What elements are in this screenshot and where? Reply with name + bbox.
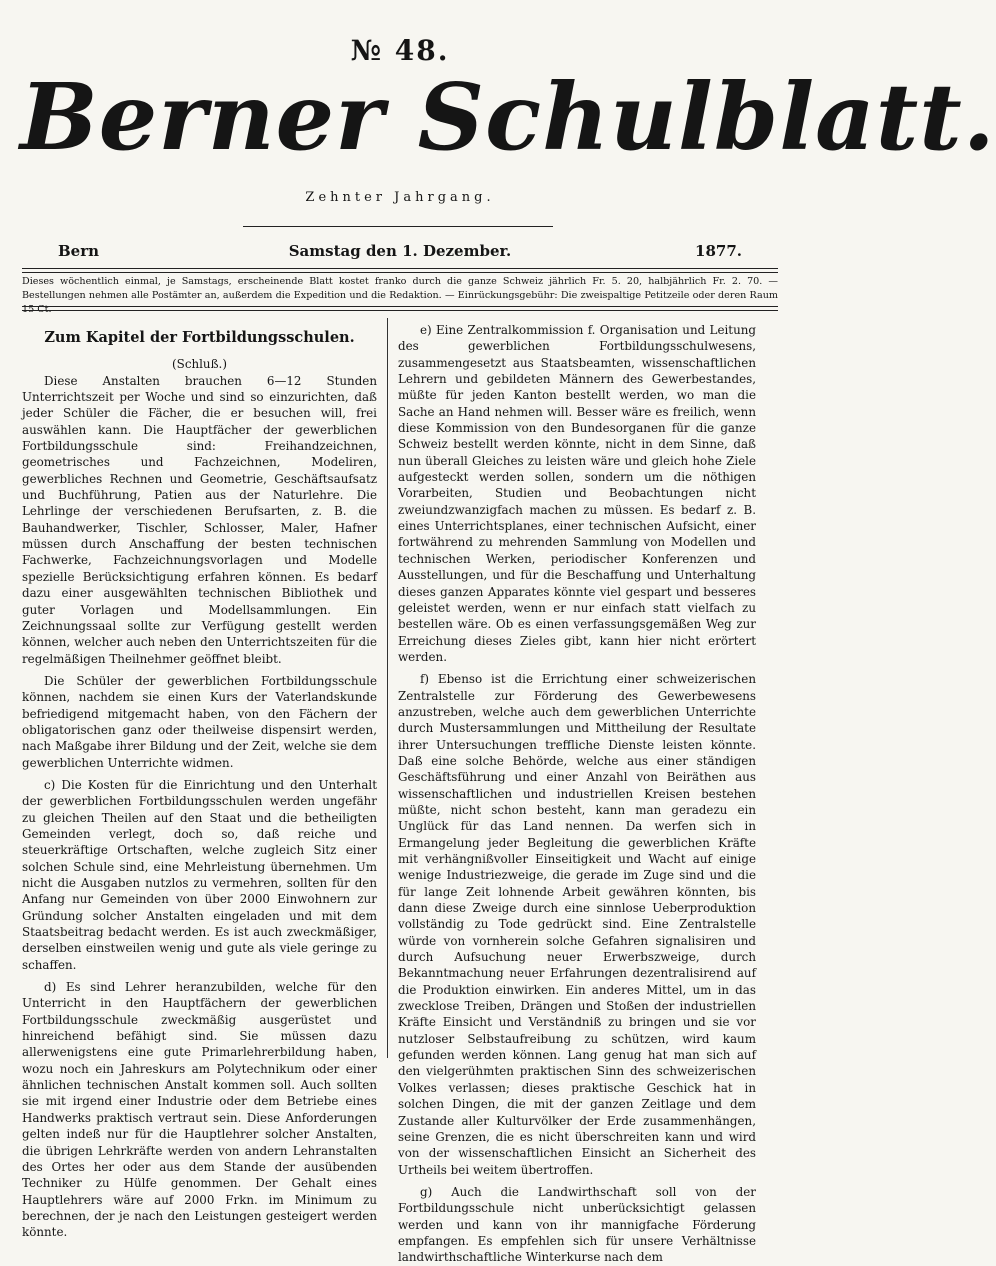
place: Bern <box>58 242 100 260</box>
column-divider <box>387 318 388 1058</box>
issue-number: № 48. <box>350 34 450 67</box>
dateline <box>58 242 742 264</box>
paragraph: Diese Anstalten brauchen 6—12 Stunden Unterrichtszeit per Woche und sind so einzurichten, daß jeder Schüler die Fächer, die er besuchen will, frei auswählen kann. Die Hauptfächer der gewerblichen Fortbildungsschule sind: Freihandzeichnen, geometrisches und Fachzeichnen, Modeliren, gewerbliches Rechnen und Geometrie, Geschäftsaufsatz und Buchführung, Patien aus der Naturlehre. Die Lehrlinge der verschiedenen Berufsarten, z. B. die Bauhandwerker, Tischler, Schlosser, Maler, Hafner müssen durch Anschaffung der besten technischen Fachwerke, Fachzeichnungsvorlagen und Modelle spezielle Berücksichtigung erfahren können. Es bedarf dazu einer ausgewählten technischen Bibliothek und guter Vorlagen und Modellsammlungen. Ein Zeichnungssaal sollte zur Verfügung gestellt werden können, welcher auch neben den Unterrichtszeiten für die regelmäßigen Theilnehmer geöffnet bleibt. <box>22 373 377 666</box>
masthead-divider <box>243 226 553 227</box>
paragraph: d) Es sind Lehrer heranzubilden, welche für den Unterricht in den Hauptfächern der gewerblichen Fortbildungsschule zweckmäßig ausgerüstet und hinreichend befähigt sind. Sie müssen dazu allerwenigstens eine gute Primarlehrerbildung haben, wozu noch ein Jahreskurs am Polytechnikum oder einer ähnlichen technischen Anstalt kommen soll. Auch sollten sie mit irgend einer Industrie oder dem Betriebe eines Handwerks praktisch vertraut sein. Diese Anforderungen gelten indeß nur für die Hauptlehrer solcher Anstalten, die übrigen Lehrkräfte werden von andern Lehranstalten des Ortes her oder aus dem Stande der ausübenden Techniker zu Hülfe genommen. Der Gehalt eines Hauptlehrers wäre auf 2000 Frkn. im Minimum zu berechnen, der je nach den Leistungen gesteigert werden könnte. <box>22 980 377 1240</box>
paragraph: g) Auch die Landwirthschaft soll von der Fortbildungsschule nicht unberücksichtigt gelassen werden und kann von ihr mannigfache Förderung empfangen. Es empfehlen sich für unsere Verhältnisse landwirthschaftliche Winterkurse nach dem <box>398 1184 756 1265</box>
paragraph: c) Die Kosten für die Einrichtung und den Unterhalt der gewerblichen Fortbildungsschulen werden ungefähr zu gleichen Theilen auf den Staat und die betheiligten Gemeinden verlegt, doch so, daß reiche und steuerkräftige Ortschaften, welche zugleich Sitz einer solchen Schule sind, eine Mehrleistung übernehmen. Um nicht die Ausgaben nutzlos zu vermehren, sollten für den Anfang nur Gemeinden von über 2000 Einwohnern zur Gründung solcher Anstalten eingeladen und mit dem Staatsbeitrag bedacht werden. Es ist auch zweckmäßiger, derselben einstweilen wenig und gute als viele geringe zu schaffen. <box>22 777 377 972</box>
issue-year: 1877. <box>695 242 742 260</box>
article-subtitle: (Schluß.) <box>172 357 227 372</box>
subscription-notice: Dieses wöchentlich einmal, je Samstags, erscheinende Blatt kostet franko durch die ganze Schweiz jährlich Fr. 5. 20, halbjährlich Fr. 2. 70. — Bestellungen nehmen alle Postämter an, außerdem die Expedition und die Redaktion. — Einrückungsgebühr: Die zweispaltige Petitzeile oder deren Raum 15 Ct. <box>22 276 778 315</box>
paragraph: f) Ebenso ist die Errichtung einer schweizerischen Zentralstelle zur Förderung des Gewerbewesens anzustreben, welche auch dem gewerblichen Unterrichte durch Mustersammlungen und Mittheilung der Resultate ihrer Untersuchungen treffliche Dienste leisten könnte. Daß eine solche Behörde, welche aus einer ständigen Geschäftsführung und einer Anzahl von Beiräthen aus wissenschaftlichen und industriellen Kreisen bestehen müßte, nicht schon besteht, kann man geradezu ein Unglück für das Land nennen. Da werfen sich in Ermangelung jeder Begleitung die gewerblichen Kräfte mit verhängnißvoller Einseitigkeit und Wacht auf einige wenige Industriezweige, die gerade im Zuge sind und die für lange Zeit lohnende Arbeit gewähren könnten, bis dann diese Zweige durch eine sinnlose Ueberproduktion vollständig zu Tode gedrückt sind. Eine Zentralstelle würde von vornherein solche Gefahren signalisiren und durch Aufsuchung neuer Erwerbszweige, durch Bekanntmachung neuer Erfahrungen dezentralisirend auf die Produktion einwirken. Ein anderes Mittel, um in das zwecklose Treiben, Drängen und Stoßen der industriellen Kräfte Einsicht und Verständniß zu bringen und sie vor nutzloser Selbstaufreibung zu schützen, wird kaum gefunden werden können. Lang genug hat man sich auf den vielgerühmten praktischen Sinn des schweizerischen Volkes verlassen; dieses praktische Geschick hat in solchen Dingen, die mit der ganzen Zeitlage und dem Zustande aller Kulturvölker der Erde zusammenhängen, seine Grenzen, die es nicht überschreiten kann und wird von der wissenschaftlichen Einsicht an Sicherheit des Urtheils bei weitem übertroffen. <box>398 672 756 1177</box>
masthead-title: Berner Schulblatt. <box>20 63 996 171</box>
paragraph: e) Eine Zentralkommission f. Organisation und Leitung des gewerblichen Fortbildungsschulwesens, zusammengesetzt aus Staatsbeamten, wissenschaftlichen Lehrern und gebildeten Männern des Gewerbestandes, müßte für jeden Kanton bestellt werden, wo man die Sache an Hand nehmen will. Besser wäre es freilich, wenn diese Kommission von den Bundesorganen für die ganze Schweiz bestellt werden könnte, nicht in dem Sinne, daß nun überall Gleiches zu leisten wäre und gleich hohe Ziele aufgesteckt werden sollen, sondern um die nöthigen Vorarbeiten, Studien und Beobachtungen nicht zweiundzwanzigfach machen zu müssen. Es bedarf z. B. eines Unterrichtsplanes, einer technischen Aufsicht, einer fortwährend zu mehrenden Sammlung von Modellen und technischen Werken, periodischer Konferenzen und Ausstellungen, und für die Beschaffung und Unterhaltung dieses ganzen Apparates könnte viel gespart und besseres geleistet werden, wenn er nur einfach statt vielfach zu bestellen wäre. Ob es einen verfassungsgemäßen Weg zur Erreichung dieses Zieles gibt, kann hier nicht erörtert werden. <box>398 323 756 664</box>
rule-below-notice <box>22 306 778 311</box>
volume-line: Zehnter Jahrgang. <box>305 190 495 205</box>
right-column <box>398 318 756 1266</box>
rule-above-notice <box>22 268 778 273</box>
article-title: Zum Kapitel der Fortbildungsschulen. <box>44 329 355 346</box>
left-column <box>22 318 377 1241</box>
paragraph: Die Schüler der gewerblichen Fortbildungsschule können, nachdem sie einen Kurs der Vaterlandskunde befriedigend mitgemacht haben, von den Fächern der obligatorischen ganz oder theilweise dispensirt werden, nach Maßgabe ihrer Bildung und der Zeit, welche sie dem gewerblichen Unterrichte widmen. <box>22 673 377 770</box>
issue-date: Samstag den 1. Dezember. <box>288 242 512 260</box>
